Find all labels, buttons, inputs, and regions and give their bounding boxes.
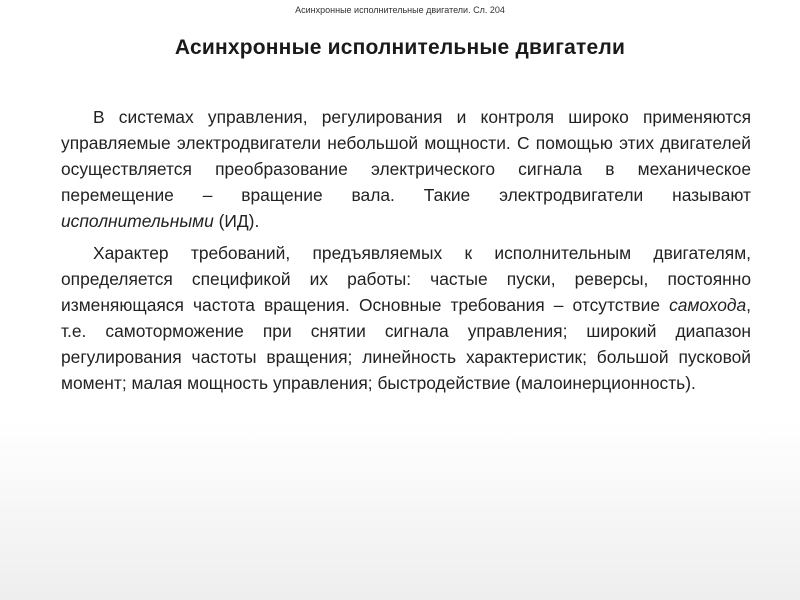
paragraph-intro-text-a: В системах управления, регулирования и контроля широко применяются управляемые электродвигатели небольшой мощности. С помощью этих двигателей осуществляется преобразование электрического сигнала в механическое перемещение – вращение вала. Такие электродвигатели называют (61, 107, 751, 205)
paragraph-requirements (61, 240, 751, 396)
term-self-running: самохода (669, 295, 747, 315)
paragraph-intro-text-b: (ИД). (213, 211, 260, 231)
paragraph-requirements-text-b: , т.е. самоторможение при снятии сигнала управления; широкий диапазон регулирования частоты вращения; линейность характеристик; большой пусковой момент; малая мощность управления; быстродействие (малоинерционность). (61, 295, 751, 393)
term-executive: исполнительными (61, 211, 214, 231)
slide-header-note: Асинхронные исполнительные двигатели. Сл. 204 (295, 5, 505, 15)
paragraph-intro (61, 104, 751, 234)
slide-title: Асинхронные исполнительные двигатели (174, 36, 626, 59)
paragraph-requirements-text-a: Характер требований, предъявляемых к исполнительным двигателям, определяется спецификой их работы: частые пуски, реверсы, постоянно изменяющаяся частота вращения. Основные требования – отсутствие (61, 243, 751, 315)
slide-body (61, 104, 751, 402)
